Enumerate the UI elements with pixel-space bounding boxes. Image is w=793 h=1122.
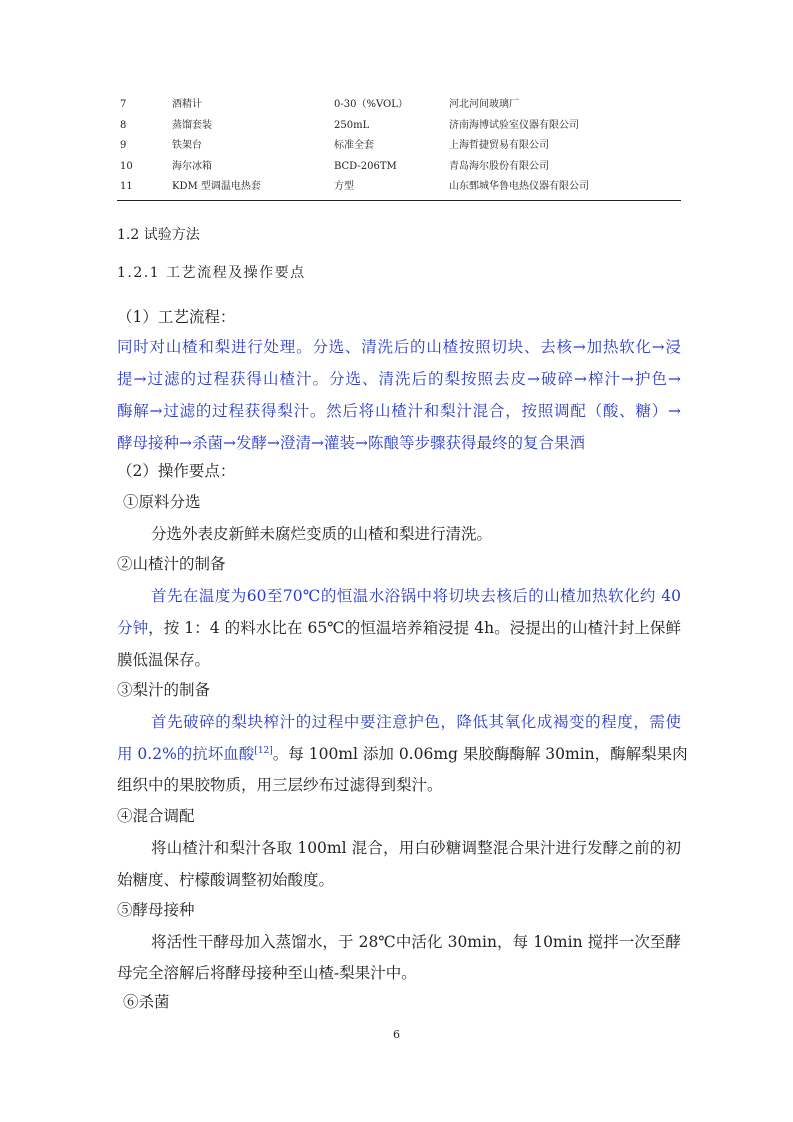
page-number: 6 [393,1028,400,1041]
step-title: ③梨汁的制备 [117,681,211,699]
step-text: 始糖度、柠檬酸调整初始酸度。 [117,871,335,889]
step-title: ④混合调配 [117,807,195,825]
cell-name: 铁架台 [172,140,202,151]
cell-maker: 河北河间玻璃厂 [449,99,519,110]
step-title: ⑤酵母接种 [117,901,195,919]
subsection-title: 1.2.1 工艺流程及操作要点 [117,265,306,281]
citation-ref: [12] [254,745,273,756]
cell-no: 9 [120,140,127,151]
cell-maker: 青岛海尔股份有限公司 [449,160,549,172]
table-bottom-rule [117,200,681,201]
flow-line: 酶解→过滤的过程获得梨汁。然后将山楂汁和梨汁混合，按照调配（酸、糖）→ [117,402,681,420]
equipment-table [117,95,681,198]
step-text [117,739,688,769]
cell-name: 酒精计 [172,99,202,110]
step-text: 首先在温度为60至70℃的恒温水浴锅中将切块去核后的山楂加热软化约 40 [151,587,681,605]
step-text [117,613,681,643]
cell-spec: 标准全套 [334,140,374,151]
step-text: 母完全溶解后将酵母接种至山楂-梨果汁中。 [117,964,417,982]
cell-spec: 0-30（%VOL） [334,99,408,110]
cell-no: 7 [120,99,127,110]
step-text: 膜低温保存。 [117,651,211,669]
table-row [117,95,681,116]
step-title: ②山楂汁的制备 [117,555,226,573]
step-text-rest: 。每 100ml 添加 0.06mg 果胶酶酶解 30min，酶解梨果肉 [272,745,688,763]
flow-heading: （1）工艺流程： [117,308,236,326]
table-row [117,116,681,137]
cell-maker: 上海哲捷贸易有限公司 [449,140,549,151]
table-row [117,177,681,198]
step-text: 组织中的果胶物质，用三层纱布过滤得到梨汁。 [117,776,443,794]
step-text-rest: ，按 1：4 的料水比在 65℃的恒温培养箱浸提 4h。浸提出的山楂汁封上保鲜 [148,619,681,637]
flow-line: 同时对山楂和梨进行处理。分选、清洗后的山楂按照切块、去核→加热软化→浸 [117,338,681,356]
cell-name: 蒸馏套装 [172,119,212,131]
step-text: 首先破碎的梨块榨汁的过程中要注意护色，降低其氧化成褐变的程度，需使 [151,713,681,731]
step-text: 将活性干酵母加入蒸馏水，于 28℃中活化 30min，每 10min 搅拌一次至酵 [151,933,681,951]
cell-no: 10 [120,160,133,172]
cell-maker: 济南海博试验室仪器有限公司 [449,119,579,131]
cell-spec: 250mL [334,119,370,131]
step-text: 将山楂汁和梨汁各取 100ml 混合，用白砂糖调整混合果汁进行发酵之前的初 [151,839,681,857]
step-text: 分选外表皮新鲜未腐烂变质的山楂和梨进行清洗。 [151,525,493,543]
cell-name: 海尔冰箱 [172,160,212,172]
cell-spec: BCD-206TM [334,160,397,172]
section-title: 1.2 试验方法 [117,227,200,243]
cell-spec: 方型 [334,181,354,192]
step-title: ①原料分选 [123,493,201,511]
cell-maker: 山东鄄城华鲁电热仪器有限公司 [449,181,589,192]
cell-no: 11 [120,181,133,192]
cell-name: KDM 型调温电热套 [172,181,261,192]
table-row [117,136,681,157]
step-text-highlight: 用 0.2%的抗坏血酸 [117,745,255,763]
flow-line: 提→过滤的过程获得山楂汁。分选、清洗后的梨按照去皮→破碎→榨汁→护色→ [117,370,681,388]
cell-no: 8 [120,119,127,131]
flow-line: 酵母接种→杀菌→发酵→澄清→灌装→陈酿等步骤获得最终的复合果酒 [117,434,585,452]
table-row [117,157,681,178]
step-title: ⑥杀菌 [123,993,170,1011]
ops-heading: （2）操作要点： [117,462,236,480]
step-text-highlight: 分钟 [117,619,149,637]
